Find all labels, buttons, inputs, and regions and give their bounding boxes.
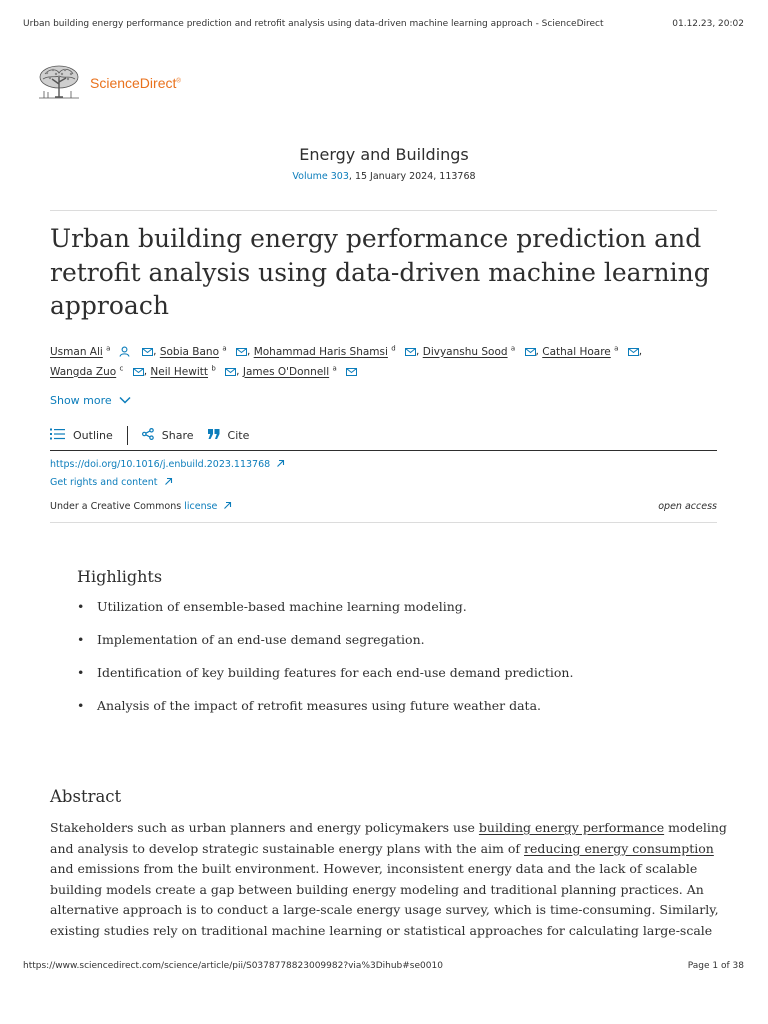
license-link[interactable]: license [184, 501, 218, 512]
abstract-body [50, 818, 727, 942]
license-text: Under a Creative Commons license [50, 501, 232, 512]
email-icon[interactable] [219, 366, 236, 378]
author-mohammad-haris-shamsi[interactable]: Mohammad Haris Shamsi $^d$ [253, 344, 396, 358]
topic-link[interactable]: building energy performance [478, 820, 665, 835]
share-label: Share [161, 428, 194, 442]
abstract-heading: Abstract [50, 787, 122, 806]
quote-icon [208, 429, 228, 442]
print-header [23, 19, 744, 33]
chevron-down-icon [112, 394, 131, 407]
license-row [50, 501, 717, 512]
email-icon[interactable] [519, 346, 536, 358]
list-item: • Analysis of the impact of retrofit measures using future weather data. [77, 698, 542, 713]
author-line-2: Wangda Zuo $^c$ , Neil Hewitt $^b$ , James O'Donnell $^a$ [50, 358, 717, 382]
rights-link[interactable]: Get rights and content [50, 477, 173, 488]
email-icon[interactable] [622, 346, 639, 358]
share-button[interactable] [142, 428, 194, 443]
volume-info [0, 171, 768, 182]
author-sobia-bano[interactable]: Sobia Bano $^a$ [159, 344, 227, 358]
abstract-line: and emissions from the built environment. However, inconsistent energy data and the lack of scalable [50, 861, 698, 877]
external-link-icon [220, 501, 232, 512]
volume-details: , 15 January 2024, 113768 [348, 171, 476, 182]
author-wangda-zuo[interactable]: Wangda Zuo $^c$ [50, 364, 124, 378]
author-divyanshu-sood[interactable]: Divyanshu Sood $^a$ [422, 344, 516, 358]
elsevier-tree-icon [35, 64, 83, 102]
list-item: • Identification of key building features for each end-use demand prediction. [77, 665, 574, 680]
print-footer-url: https://www.sciencedirect.com/science/article/pii/S0378778823009982?via%3Dihub#se0010 [23, 961, 443, 971]
external-link-icon [273, 459, 285, 470]
email-icon[interactable] [133, 346, 153, 358]
outline-label: Outline [73, 428, 113, 442]
sciencedirect-logo[interactable] [35, 64, 181, 102]
print-header-datetime: 01.12.23, 20:02 [672, 19, 744, 29]
email-icon[interactable] [127, 366, 144, 378]
abstract-line: and analysis to develop strategic sustainable energy plans with the aim of reducing energy consumption [50, 840, 714, 856]
highlights-heading: Highlights [77, 567, 163, 586]
share-icon [142, 428, 162, 443]
list-icon [50, 428, 73, 443]
print-footer [23, 961, 744, 975]
email-icon[interactable] [399, 346, 416, 358]
doi-link[interactable]: https://doi.org/10.1016/j.enbuild.2023.113768 [50, 459, 285, 470]
topic-link[interactable]: reducing energy consumption [524, 840, 714, 856]
email-icon[interactable] [230, 346, 247, 358]
journal-name[interactable]: Energy and Buildings [299, 145, 469, 164]
external-link-icon [161, 477, 173, 488]
list-item: • Implementation of an end-use demand segregation. [77, 632, 425, 647]
list-item: • Utilization of ensemble-based machine learning modeling. [77, 599, 467, 614]
open-access-label: open access [658, 501, 717, 512]
volume-link[interactable]: Volume 303 [292, 171, 349, 182]
print-header-title: Urban building energy performance prediction and retrofit analysis using data-driven machine learning approach - ScienceDirect [23, 19, 604, 29]
article-title: Urban building energy performance prediction and retrofit analysis using data-driven machine learning approach [50, 224, 710, 320]
meta-divider [50, 522, 717, 523]
author-neil-hewitt[interactable]: Neil Hewitt $^b$ [150, 364, 216, 378]
show-more-label: Show more [50, 394, 112, 407]
outline-button[interactable] [50, 428, 113, 443]
person-icon[interactable] [114, 346, 130, 358]
show-more-button[interactable] [50, 394, 131, 407]
abstract-line: building models create a gap between building energy modeling and traditional planning practices. An [50, 881, 704, 897]
highlights-list [77, 597, 717, 729]
author-cathal-hoare[interactable]: Cathal Hoare $^a$ [542, 344, 619, 358]
brand-name: ScienceDirect® [90, 75, 181, 91]
author-james-odonnell[interactable]: James O'Donnell $^a$ [242, 364, 337, 378]
abstract-line: existing studies rely on traditional machine learning or statistical approaches for calculating large-scale [50, 922, 713, 938]
toolbar-divider [127, 426, 128, 445]
cite-label: Cite [227, 428, 250, 442]
print-footer-page: Page 1 of 38 [687, 961, 744, 971]
author-usman-ali[interactable]: Usman Ali $^a$ [50, 344, 111, 358]
cite-button[interactable] [208, 429, 250, 442]
abstract-line: Stakeholders such as urban planners and energy policymakers use building energy performance modeling [50, 820, 727, 835]
abstract-line: alternative approach is to conduct a large-scale energy usage survey, which is time-consuming. Similarly, [50, 902, 719, 918]
author-line-1: Usman Ali $^a$ , Sobia Bano $^a$ , Mohammad Haris Shamsi $^d$ , Divyanshu Sood $^a$ , Cathal Hoare $^a$ , [50, 344, 643, 358]
header-divider [50, 210, 717, 211]
email-icon[interactable] [340, 366, 357, 378]
article-toolbar [50, 425, 249, 445]
toolbar-divider-line [50, 450, 717, 451]
